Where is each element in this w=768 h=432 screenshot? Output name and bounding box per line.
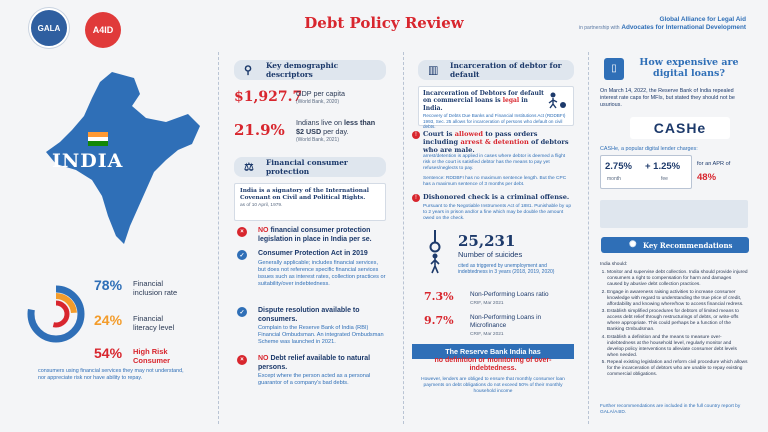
rope-noose-icon xyxy=(421,230,449,274)
risk-label-line1: High Risk xyxy=(133,347,168,356)
ball-and-chain-icon xyxy=(547,91,567,109)
apr-label: for an APR of xyxy=(697,161,731,167)
literacy-label-line1: Financial xyxy=(133,314,164,323)
poverty-label-d: per day. xyxy=(323,127,349,136)
poverty-label-c: $2 USD xyxy=(296,127,322,136)
recommendations-header xyxy=(601,237,749,253)
consumer-item-2 xyxy=(237,250,387,288)
risk-stat-value: 54% xyxy=(94,345,123,361)
cashe-logo xyxy=(630,117,730,139)
npl-mf-label-text: Non-Performing Loans in Microfinance xyxy=(470,314,542,329)
covenant-box xyxy=(234,183,386,221)
inclusion-stat-label xyxy=(133,279,177,297)
intro-a: Incarceration of Debtors for default on commercial loans is xyxy=(423,90,544,105)
column-divider-2 xyxy=(403,52,404,424)
covenant-text: India is a signatory of the International Covenant on Civil and Political Rights. xyxy=(240,188,369,202)
npl-mf-source: CRIF, Mar 2021 xyxy=(470,332,504,337)
partner-line2: Advocates for International Development xyxy=(621,24,746,31)
consumer-item-4 xyxy=(237,355,387,387)
court-body1: arrest/detention is applied in cases where debtor is deemed a flight risk or the court is satisfied debtor has the means to pay yet refuses/neglects to pay. xyxy=(423,154,566,171)
recommendations-heading: Key Recommendations xyxy=(643,241,733,250)
hands-illustration xyxy=(600,200,748,228)
recs-footer: Further recommendations are included in the full country report by GALA/A4ID. xyxy=(600,404,741,415)
prison-bars-icon: ▥ xyxy=(428,63,439,77)
item3-body: Complain to the Reserve Bank of India (RBI) Financial Ombudsman. An integrated Ombudsman Scheme was launched in 2021. xyxy=(258,325,384,345)
poverty-label-b: less than xyxy=(343,118,376,127)
no-icon: × xyxy=(237,355,247,365)
digital-intro: On March 14, 2022, the Reserve Bank of India repealed interest rate caps for MFIs, but stated they should not be usurious. xyxy=(600,88,735,108)
suicides-label: Number of suicides xyxy=(458,250,523,259)
cheque-body: Pursuant to the Negotiable Instruments Act of 1881. Punishable by up to 2 years in prison and/or a fine which may be double the amount owed on the check. xyxy=(423,204,571,221)
phone-icon: ▯ xyxy=(604,58,624,80)
scales-icon: ⚖ xyxy=(244,160,254,174)
check-icon: ✓ xyxy=(237,250,247,260)
rate-box xyxy=(600,155,692,189)
item4-body: Except where the person acted as a personal guarantor of a company's bad debts. xyxy=(258,373,371,386)
risk-stat-label xyxy=(133,347,170,365)
column-divider-1 xyxy=(218,52,219,424)
recs-intro: India should: xyxy=(600,262,628,267)
intro-c: in India. xyxy=(423,97,528,112)
court-c: to pass orders including xyxy=(423,130,538,146)
inclusion-label-line2: inclusion rate xyxy=(133,288,178,297)
npl-source: CRIF, Mar 2021 xyxy=(470,301,504,306)
inclusion-stat-value: 78% xyxy=(94,277,123,293)
item1-title-b: financial consumer protection legislation in place in India per se. xyxy=(258,227,372,243)
recommendation-item: 3. Establish simplified procedures for debtors of limited means to access debt relief through restructurings of debts, or write-offs where appropriate. This could perhaps be a function of the Banking Ombudsman. xyxy=(607,309,748,333)
consumer-protection-header xyxy=(234,157,386,177)
alert-icon: ! xyxy=(412,131,420,139)
rbi-a: The Reserve Bank India has xyxy=(445,347,541,356)
country-name: INDIA xyxy=(52,150,124,172)
rbi-body: However, lenders are obliged to ensure that monthly consumer loan payments on debt obligations do not exceed 50% of their monthly household income xyxy=(421,377,565,394)
court-d: arrest & detention xyxy=(460,138,529,146)
court-e: of debtors who are male. xyxy=(423,138,569,154)
no-icon: × xyxy=(237,227,247,237)
consumer-item-1 xyxy=(237,227,387,244)
partner-prefix: in partnership with xyxy=(578,25,620,31)
npl-label xyxy=(470,291,574,308)
gdp-source: (World Bank, 2020) xyxy=(296,99,339,105)
rate-month-label: month xyxy=(607,176,621,182)
partner-credit xyxy=(579,16,746,32)
court-b: allowed xyxy=(454,130,483,138)
npl-value: 7.3% xyxy=(424,290,454,303)
risk-note: consumers using financial services they may not understand, nor appreciate risk nor have ability to repay. xyxy=(38,368,184,381)
gdp-label xyxy=(296,89,345,107)
recommendation-item: 5. Repeal existing legislation and reform civil procedure which allows for the incarceration of debtors who are unable to repay existing commercial obligations. xyxy=(607,360,748,378)
rate-fee-label: fee xyxy=(661,176,668,182)
consumer-item-3 xyxy=(237,307,387,346)
incarceration-header xyxy=(418,60,574,80)
risk-label-line2: Consumer xyxy=(133,356,171,365)
item4-title-b: Debt relief available to natural persons. xyxy=(258,355,371,371)
check-icon: ✓ xyxy=(237,307,247,317)
court-a: Court is xyxy=(423,130,455,138)
npl-label-text: Non-Performing Loans ratio xyxy=(470,291,549,298)
item2-body: Generally applicable; includes financial services, but does not reference specific financial services issues such as interest rates, collection practices or suitability/over indebtedness. xyxy=(258,259,386,287)
gala-logo-text: GALA xyxy=(37,23,61,33)
item3-title: Dispute resolution available to consumers. xyxy=(258,307,360,323)
npl-mf-value: 9.7% xyxy=(424,314,454,327)
court-body2: Sentence: RDDBFI has no maximum sentence length. But the CPC has a maximum sentence of 3 months per debt. xyxy=(423,176,567,187)
consumer-heading: Financial consumer protection xyxy=(266,158,348,176)
partner-line1: Global Alliance for Legal Aid xyxy=(659,16,746,23)
literacy-label-line2: literacy level xyxy=(133,323,175,332)
inclusion-label-line1: Financial xyxy=(133,279,164,288)
poverty-source: (World Bank, 2021) xyxy=(296,137,339,143)
cashe-brand: CASHe xyxy=(653,120,707,136)
gdp-label-text: GDP per capita xyxy=(296,89,346,98)
npl-mf-label xyxy=(470,314,574,339)
recommendation-item: 4. Establish a definition and the means to measure over-indebtedness at the household level, regularly monitor and develop policy interventions to alleviate consumer debt levels when needed. xyxy=(607,335,748,359)
flag-stripe-green xyxy=(88,141,108,146)
demographics-header xyxy=(234,60,386,80)
recommendation-item: 2. Engage in awareness raising activities to increase consumer knowledge with regard to understanding the true price of credit, affordability and knowing where/how to access financial redress. xyxy=(607,290,748,308)
intro-b: legal xyxy=(502,97,520,105)
rate-month: 2.75% xyxy=(605,161,632,172)
incarceration-heading: Incarceration of debtor for default xyxy=(450,61,562,79)
item2-title: Consumer Protection Act in 2019 xyxy=(258,250,368,257)
poverty-value: 21.9% xyxy=(234,121,285,139)
a4id-logo-text: A4ID xyxy=(92,25,114,35)
poverty-label xyxy=(296,118,386,145)
literacy-stat-label xyxy=(133,314,174,332)
poverty-label-a: Indians live on xyxy=(296,118,342,127)
search-people-icon: ⚲ xyxy=(244,63,253,77)
suicides-value: 25,231 xyxy=(458,232,516,250)
cheque-title: Dishonored check is a criminal offense. xyxy=(423,193,570,201)
suicides-body: cited as triggered by unemployment and indebtedness in 3 years (2018, 2019, 2020) xyxy=(458,263,555,275)
rate-fee: + 1.25% xyxy=(645,161,681,172)
apr-value: 48% xyxy=(697,172,717,183)
charge-label: CASHe, a popular digital lender charges: xyxy=(600,146,698,152)
recommendation-item: 1. Monitor and supervise debt collection. India should provide injured consumers a right to compensation for harm and damages caused by abusive debt collection practices. xyxy=(607,270,748,288)
incarceration-intro-box xyxy=(418,86,574,130)
page-title: Debt Policy Review xyxy=(304,14,464,32)
item1-title-a: NO xyxy=(258,227,269,234)
recommendations-list xyxy=(600,262,748,380)
alert-icon: ! xyxy=(412,194,420,202)
court-title xyxy=(423,130,573,154)
digital-heading: How expensive are digital loans? xyxy=(639,57,739,79)
incarceration-intro xyxy=(423,90,547,112)
rbi-b: no definition or monitoring of over-indebtedness. xyxy=(434,357,552,373)
covenant-date: as of 10 April, 1979. xyxy=(240,203,283,209)
literacy-stat-value: 24% xyxy=(94,312,123,328)
column-divider-3 xyxy=(588,52,589,424)
demographics-heading: Key demographic descriptors xyxy=(266,61,339,79)
intro-body: Recovery of Debts Due Banks and Financial Institutions Act (RDDBFI) 1993, Sec. 25 allows for incarceration of persons who default on civil debts. xyxy=(423,113,566,130)
item4-title-a: NO xyxy=(258,355,269,362)
gdp-value: $1,927.7 xyxy=(234,89,303,105)
inclusion-donut xyxy=(24,282,88,346)
india-flag xyxy=(88,132,108,146)
lightbulb-icon: ✺ xyxy=(629,240,637,250)
